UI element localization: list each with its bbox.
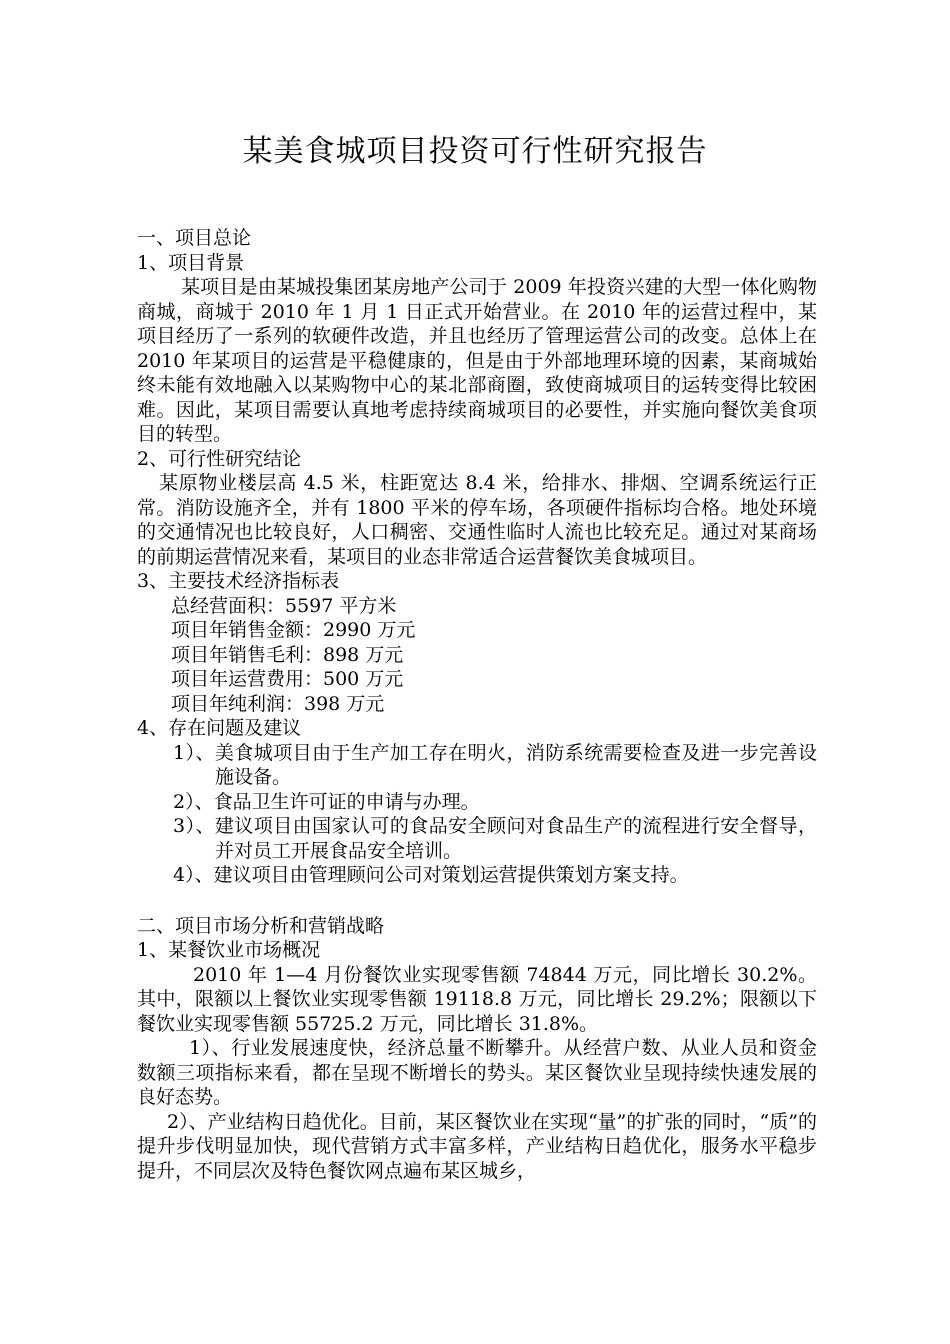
paragraph-feasibility-conclusion: 某原物业楼层高 4.5 米，柱距宽达 8.4 米，给排水、排烟、空调系统运行正常。消防设施齐全，并有 1800 平米的停车场，各项硬件指标均合格。地处环境的交通情况也比较良好，人口稠密、交通性临时人流也比较充足。通过对某商场的前期运营情况来看，某项目的业态非常适合运营餐饮美食城项目。 bbox=[137, 472, 817, 568]
suggestion-item: 4）、建议项目由管理顾问公司对策划运营提供策划方案支持。 bbox=[173, 864, 689, 886]
suggestion-item: 2）、食品卫生许可证的申请与办理。 bbox=[173, 790, 480, 813]
subsection-heading: 4、存在问题及建议 bbox=[137, 717, 302, 739]
subsection-heading: 1、某餐饮业市场概况 bbox=[137, 939, 321, 961]
paragraph-industry-growth: 1）、行业发展速度快，经济总量不断攀升。从经营户数、从业人员和资金数额三项指标来看，都在呈现不断增长的势头。某区餐饮业呈现持续快速发展的良好态势。 bbox=[137, 1037, 817, 1108]
paragraph-industry-structure: 2）、产业结构日趋优化。目前，某区餐饮业在实现“量”的扩张的同时，“质”的提升步伐明显加快，现代营销方式丰富多样，产业结构日趋优化，服务水平稳步提升，不同层次及特色餐饮网点遍布某区城乡， bbox=[137, 1110, 817, 1182]
subsection-heading: 1、项目背景 bbox=[137, 251, 245, 274]
section-heading: 一、项目总论 bbox=[137, 227, 252, 249]
indicator-item: 总经营面积：5597 平方米 bbox=[171, 594, 397, 617]
subsection-heading: 3、主要技术经济指标表 bbox=[137, 570, 340, 592]
indicator-item: 项目年纯利润：398 万元 bbox=[171, 692, 385, 715]
paragraph-project-background: 某项目是由某城投集团某房地产公司于 2009 年投资兴建的大型一体化购物商城，商城于 2010 年 1 月 1 日正式开始营业。在 2010 年的运营过程中，某项目经历了一系列的软硬件改造，并且也经历了管理运营公司的改变。总体上在 2010 年某项目的运营是平稳健康的，但是由于外部地理环境的因素，某商城始终未能有效地融入以某购物中心的某北部商圈，致使商城项目的运转变得比较困难。因此，某项目需要认真地考虑持续商城项目的必要性，并实施向餐饮美食项目的转型。 bbox=[137, 276, 817, 445]
document-body bbox=[137, 226, 817, 1183]
subsection-heading: 2、可行性研究结论 bbox=[137, 447, 302, 470]
indicator-item: 项目年销售金额：2990 万元 bbox=[171, 619, 416, 641]
indicator-item: 项目年运营费用：500 万元 bbox=[171, 668, 404, 690]
document-title: 某美食城项目投资可行性研究报告 bbox=[242, 134, 708, 169]
suggestion-item: 3）、建议项目由国家认可的食品安全顾问对食品生产的流程进行安全督导，并对员工开展食品安全培训。 bbox=[173, 815, 817, 862]
suggestion-item: 1）、美食城项目由于生产加工存在明火，消防系统需要检查及进一步完善设施设备。 bbox=[173, 741, 817, 788]
indicator-item: 项目年销售毛利：898 万元 bbox=[171, 643, 404, 666]
spacer bbox=[137, 888, 817, 914]
section-heading: 二、项目市场分析和营销战略 bbox=[137, 914, 385, 937]
paragraph-market-overview: 2010 年 1—4 月份餐饮业实现零售额 74844 万元，同比增长 30.2%。其中，限额以上餐饮业实现零售额 19118.8 万元，同比增长 29.2%；限额以下餐饮业实现零售额 55725.2 万元，同比增长 31.8%。 bbox=[137, 963, 817, 1035]
